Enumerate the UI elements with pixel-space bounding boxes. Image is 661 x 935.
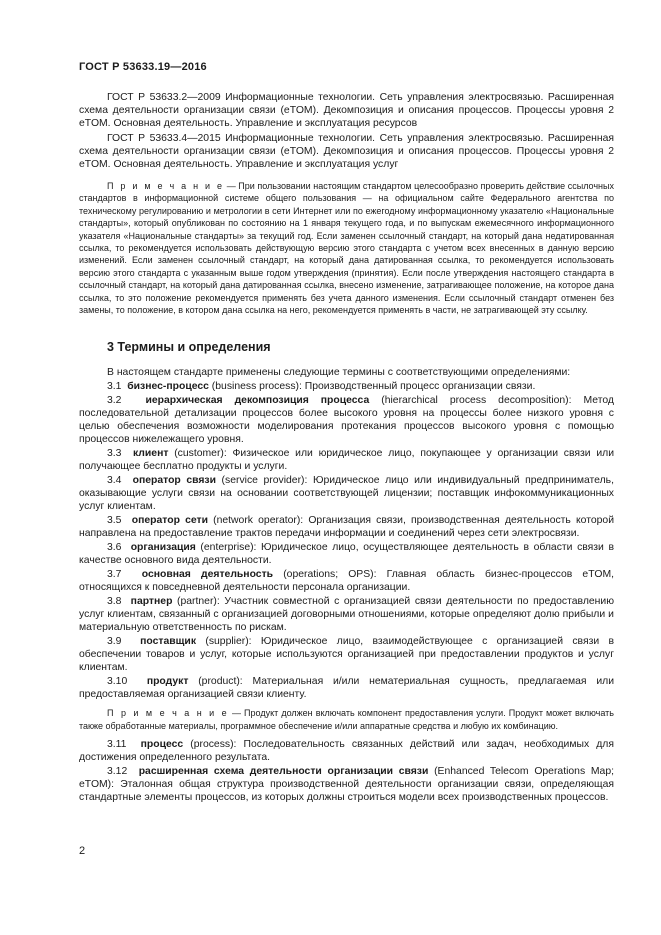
terms-list (79, 380, 614, 701)
term-def: (customer): Физическое или юридическое лицо, покупающее у организации связи или получающее бесплатно продукты и услуги. (79, 448, 615, 473)
term-name: партнер (130, 596, 173, 608)
term-def: (product): Материальная и/или нематериальная сущность, предлагаемая или предоставляемая организацией связи клиенту. (79, 676, 614, 701)
term-definition (79, 568, 614, 594)
term-number: 3.10 (107, 676, 128, 688)
term-definition (79, 514, 614, 540)
term-definition (79, 765, 614, 804)
term-def: (enterprise): Юридическое лицо, осуществляющее деятельность в области связи в качестве основного вида деятельности. (79, 542, 615, 567)
term-def: (supplier): Юридическое лицо, взаимодействующее с организацией связи в обеспечении товаров и услуг, которые используются организацией при предоставлении продуктов и услуг клиентам. (79, 636, 614, 674)
term-name: оператор связи (132, 475, 216, 487)
term-definition (79, 447, 614, 473)
term-number: 3.9 (107, 636, 122, 648)
term-name: организация (130, 542, 196, 554)
term-number: 3.2 (107, 395, 122, 407)
term-def: (network operator): Организация связи, производственная деятельность которой направлена на предоставление трактов передачи информации и соединений через сети электросвязи. (79, 515, 614, 540)
term-number: 3.4 (107, 475, 122, 487)
term-name: основная деятельность (141, 569, 274, 581)
section-heading: 3 Термины и определения (107, 340, 271, 355)
term-number: 3.8 (107, 596, 122, 608)
note-label: П р и м е ч а н и е (107, 181, 225, 191)
term-definition (79, 541, 614, 567)
term-name: поставщик (140, 636, 197, 648)
term-def: (Enhanced Telecom Operations Map; eTOM): Эталонная общая структура производственной деятельности организации связи, определяющая стандартные элементы процессов, из которых должны строиться модели всех производственных процессов. (79, 766, 614, 804)
term-name: расширенная схема деятельности организации связи (138, 766, 429, 778)
note-label: П р и м е ч а н и е (107, 708, 229, 719)
page-number: 2 (79, 845, 86, 857)
note-text: — При пользовании настоящим стандартом целесообразно проверить действие ссылочных стандартов в информационной системе общего пользования — на официальном сайте Федерального агентства по техническому регулированию и метрологии в сети Интернет или по ежегодному информационному указателю «Национальные стандарты», который опубликован по состоянию на 1 января текущего года, и по выпускам ежемесячного информационного указателя «Национальные стандарты» за текущий год. Если заменен ссылочный стандарт, на который дана недатированная ссылка, то рекомендуется использовать действующую версию этого стандарта с учетом всех внесенных в данную версию изменений. Если заменен ссылочный стандарт, на который дана датированная ссылка, то рекомендуется использовать версию этого стандарта с указанным выше годом утверждения (принятия). Если после утверждения настоящего стандарта в ссылочный стандарт, на который дана датированная ссылка, внесено изменение, затрагивающее положение, на которое дана ссылка, то это положение рекомендуется применять без учета данного изменения. Если ссылочный стандарт отменен без замены, то положение, в котором дана ссылка на него, рекомендуется применять в части, не затрагивающей эту ссылку. (79, 181, 614, 316)
standard-code: ГОСТ Р 53633.19—2016 (79, 61, 207, 73)
term-number: 3.12 (107, 766, 128, 778)
term-name: бизнес-процесс (127, 381, 209, 393)
term-name: оператор сети (131, 515, 208, 527)
term-def: (partner): Участник совместной с организацией связи деятельности по предоставлению услуг клиентам, связанный с организацией договорными отношениями, которые определяют долю прибыли и материальную ответственность по рискам. (79, 596, 615, 634)
term-definition (79, 394, 614, 446)
term-definition (79, 474, 614, 513)
term-name: клиент (132, 448, 169, 460)
note-product (79, 707, 614, 732)
term-def: (business process): Производственный процесс организации связи. (208, 381, 536, 393)
note-references (79, 180, 614, 316)
term-def: (operations; OPS): Главная область бизнес-процессов eTOM, относящихся к повседневной деятельности персонала организации. (79, 569, 614, 594)
term-number: 3.5 (107, 515, 122, 527)
term-definition (79, 738, 614, 764)
term-definition (79, 675, 614, 701)
term-number: 3.11 (107, 739, 127, 751)
document-body (79, 91, 614, 805)
term-definition (79, 380, 614, 393)
term-name: иерархическая декомпозиция процесса (145, 395, 370, 407)
term-definition (79, 595, 614, 634)
term-name: процесс (140, 739, 184, 751)
term-number: 3.3 (107, 448, 122, 460)
term-name: продукт (146, 676, 189, 688)
term-def: (service provider): Юридическое лицо или индивидуальный предприниматель, оказывающие услуги связи на основании соответствующей лицензии; поставщик инфокоммуникационных услуг клиентам. (79, 475, 614, 513)
term-number: 3.7 (107, 569, 122, 581)
terms-list-continued (79, 738, 614, 804)
section-intro: В настоящем стандарте применены следующие термины с соответствующими определениями: (107, 367, 571, 379)
term-number: 3.1 (107, 381, 122, 393)
term-def: (hierarchical process decomposition): Метод последовательной детализации процессов более высокого уровня на процессы более низкого уровня с целью обеспечения возможности моделирования протекания процессов высокого уровня с помощью процессов нижележащего уровня. (79, 395, 614, 446)
reference-gost-53633-4: ГОСТ Р 53633.4—2015 Информационные технологии. Сеть управления электросвязью. Расширенная схема деятельности организации связи (eTOM). Декомпозиция и описания процессов. Процессы уровня 2 eTOM. Основная деятельность. Управление и эксплуатация услуг (79, 133, 614, 170)
note-text: — Продукт должен включать компонент предоставления услуги. Продукт может включать также обработанные материалы, программное обеспечение и/или аппаратные средства и любую их комбинацию. (79, 708, 614, 731)
term-number: 3.6 (107, 542, 122, 554)
term-def: (process): Последовательность связанных действий или задач, необходимых для достижения определенного результата. (79, 739, 614, 764)
reference-gost-53633-2: ГОСТ Р 53633.2—2009 Информационные технологии. Сеть управления электросвязью. Расширенная схема деятельности организации связи (eTOM). Декомпозиция и описания процессов. Процессы уровня 2 eTOM. Основная деятельность. Управление и эксплуатация ресурсов (79, 92, 614, 129)
term-definition (79, 635, 614, 674)
